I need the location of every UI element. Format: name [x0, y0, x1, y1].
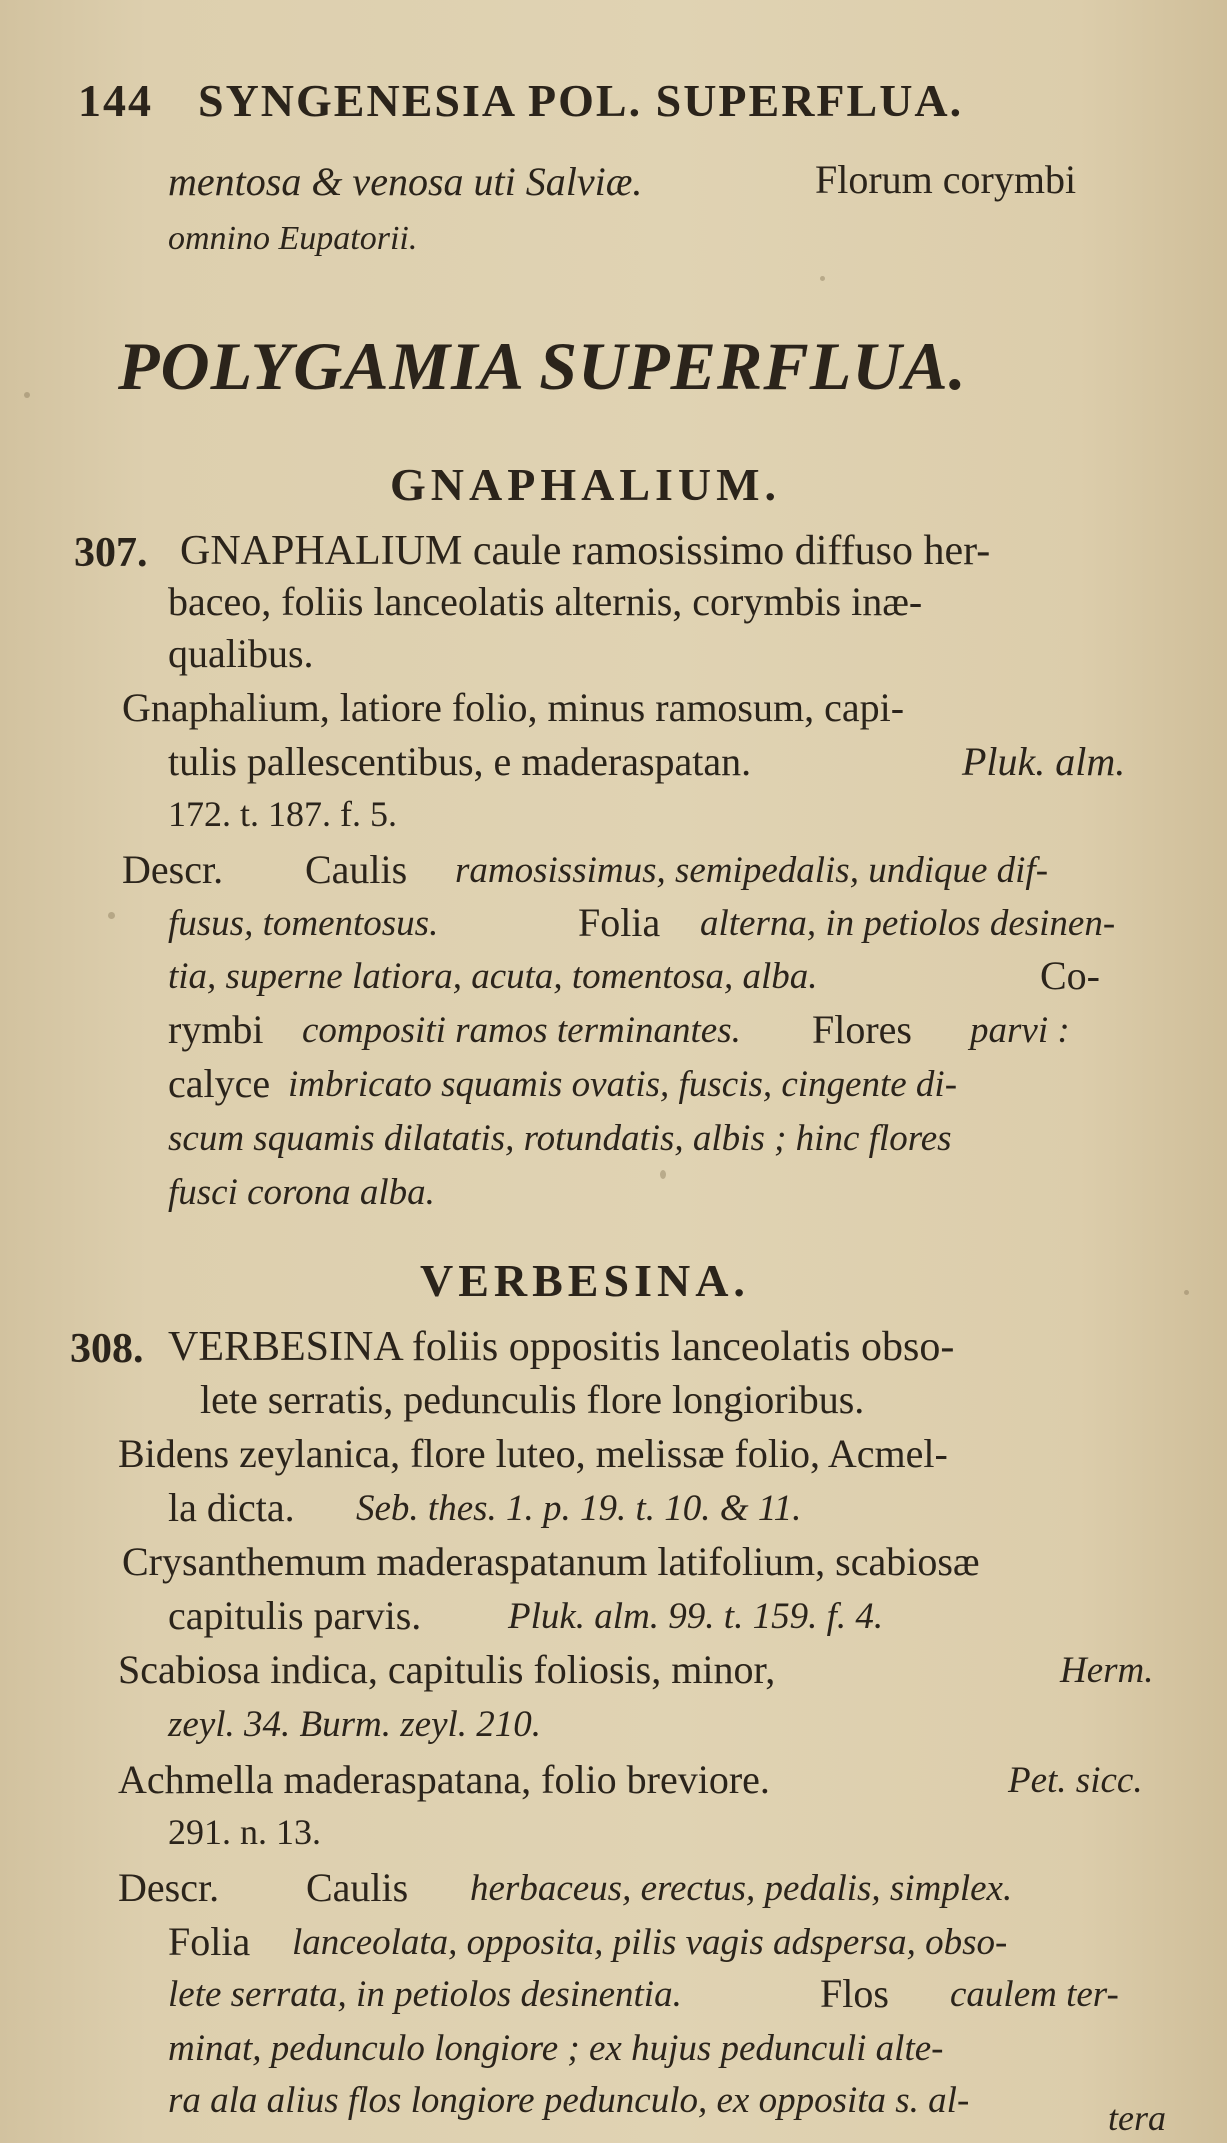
text-line: lanceolata, opposita, pilis vagis adspersa, obso- [292, 1922, 1008, 1963]
text-line: imbricato squamis ovatis, fuscis, cingente di- [288, 1064, 958, 1105]
text-line: Caulis [306, 1865, 409, 1910]
paper-speck [24, 392, 30, 398]
text-line: Achmella maderaspatana, folio breviore. [118, 1757, 770, 1802]
text-line: minat, pedunculo longiore ; ex hujus pedunculi alte- [168, 2028, 944, 2069]
text-line: calyce [168, 1061, 271, 1106]
entry-number: 308. [70, 1326, 144, 1372]
text-line: tia, superne latiora, acuta, tomentosa, alba. [168, 956, 818, 997]
text-line: herbaceus, erectus, pedalis, simplex. [470, 1868, 1013, 1909]
text-line: ra ala alius flos longiore pedunculo, ex opposita s. al- [168, 2080, 970, 2121]
text-line: Herm. [1060, 1650, 1154, 1691]
text-line: zeyl. 34. Burm. zeyl. 210. [168, 1704, 542, 1745]
text-line: GNAPHALIUM caule ramosissimo diffuso her- [180, 528, 991, 574]
text-line: mentosa & venosa uti Salviæ. [168, 159, 643, 204]
text-line: Descr. [118, 1865, 220, 1910]
text-line: la dicta. [168, 1485, 295, 1530]
text-line: baceo, foliis lanceolatis alternis, corymbis inæ- [168, 579, 923, 624]
section-title: POLYGAMIA SUPERFLUA. [118, 328, 967, 404]
text-line: scum squamis dilatatis, rotundatis, albis ; hinc flores [168, 1118, 952, 1159]
text-line: lete serratis, pedunculis flore longioribus. [200, 1377, 865, 1422]
text-line: fusus, tomentosus. [168, 903, 439, 944]
genus-heading: VERBESINA. [420, 1255, 750, 1306]
page-number: 144 [78, 75, 153, 126]
text-line: lete serrata, in petiolos desinentia. [168, 1974, 682, 2015]
text-line: ramosissimus, semipedalis, undique dif- [455, 850, 1049, 891]
paper-speck [108, 912, 115, 919]
text-line: omnino Eupatorii. [168, 220, 418, 257]
text-line: Pluk. alm. 99. t. 159. f. 4. [508, 1596, 884, 1637]
text-line: alterna, in petiolos desinen- [700, 903, 1116, 944]
text-line: Flores [812, 1007, 912, 1052]
running-title: SYNGENESIA POL. SUPERFLUA. [198, 75, 964, 126]
text-line: Descr. [122, 847, 224, 892]
text-line: Gnaphalium, latiore folio, minus ramosum, capi- [122, 685, 905, 730]
text-line: caulem ter- [950, 1974, 1119, 2015]
text-line: rymbi [168, 1007, 264, 1052]
text-line: Bidens zeylanica, flore luteo, melissæ folio, Acmel- [118, 1431, 948, 1476]
text-line: Folia [168, 1919, 251, 1964]
text-line: Florum corymbi [815, 157, 1077, 202]
catchword: tera [1108, 2098, 1166, 2138]
text-line: Pet. sicc. [1008, 1760, 1143, 1801]
text-line: Pluk. alm. [962, 739, 1126, 784]
text-line: qualibus. [168, 631, 314, 676]
text-line: Scabiosa indica, capitulis foliosis, minor, [118, 1647, 776, 1692]
text-line: Caulis [305, 847, 408, 892]
text-line: Co- [1040, 953, 1100, 998]
text-line: tulis pallescentibus, e maderaspatan. [168, 739, 752, 784]
paper-speck [660, 1170, 666, 1179]
text-line: compositi ramos terminantes. [302, 1010, 741, 1051]
text-line: Crysanthemum maderaspatanum latifolium, scabiosæ [122, 1539, 980, 1584]
entry-number: 307. [74, 530, 148, 576]
paper-speck [1184, 1290, 1189, 1295]
text-line: 172. t. 187. f. 5. [168, 794, 397, 834]
text-line: capitulis parvis. [168, 1593, 422, 1638]
genus-heading: GNAPHALIUM. [390, 459, 782, 510]
text-line: VERBESINA foliis oppositis lanceolatis obso- [168, 1324, 955, 1370]
text-line: fusci corona alba. [168, 1172, 435, 1213]
text-line: Flos [820, 1971, 889, 2016]
paper-speck [820, 276, 825, 281]
text-line: 291. n. 13. [168, 1812, 321, 1852]
text-line: parvi : [970, 1010, 1070, 1051]
text-line: Folia [578, 900, 661, 945]
text-line: Seb. thes. 1. p. 19. t. 10. & 11. [356, 1488, 802, 1529]
